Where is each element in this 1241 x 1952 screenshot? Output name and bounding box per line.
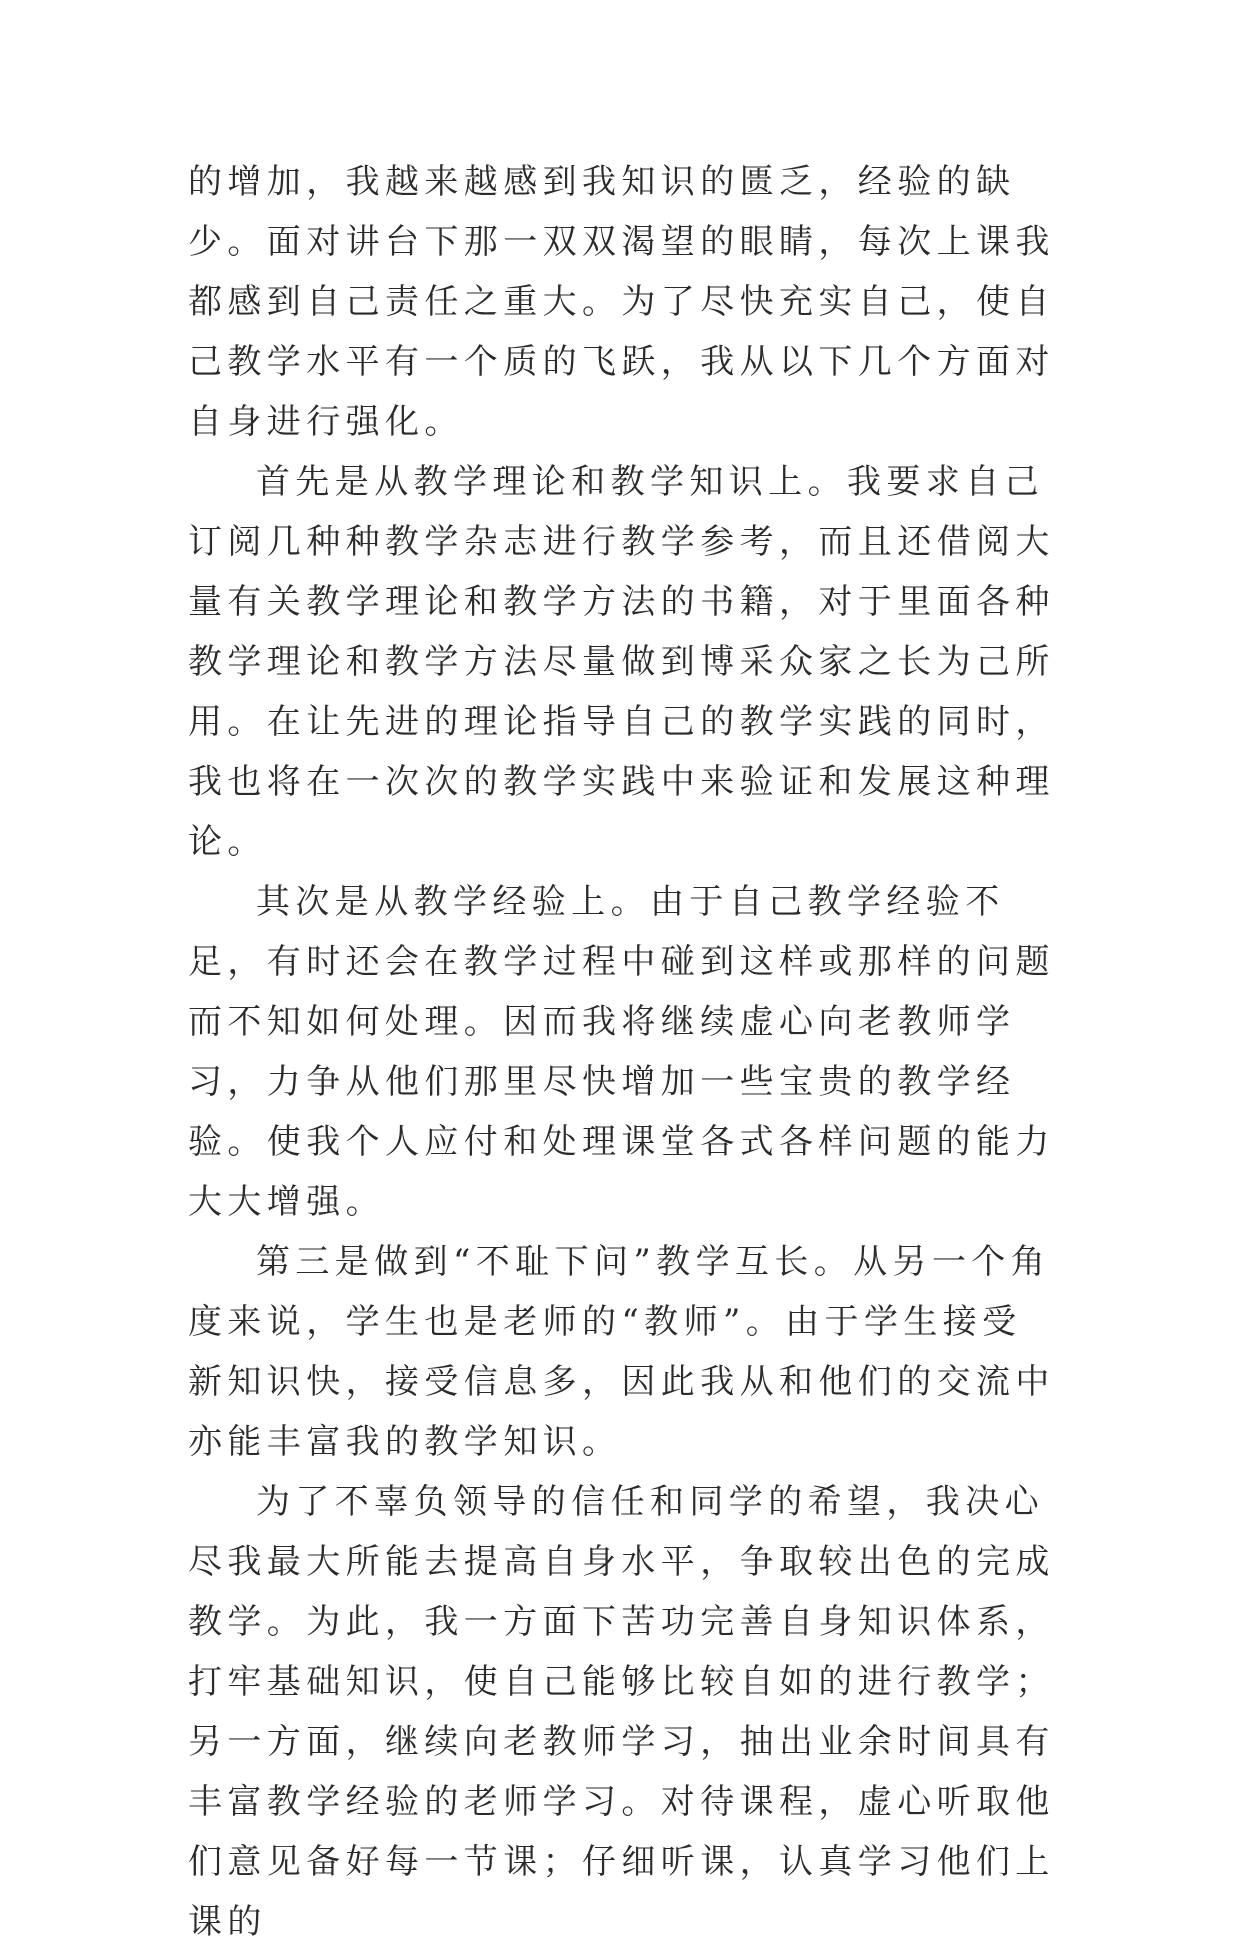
paragraph-5: 为了不辜负领导的信任和同学的希望，我决心尽我最大所能去提高自身水平，争取较出色的完成教学。为此，我一方面下苦功完善自身知识体系，打牢基础知识，使自己能够比较自如的进行教学；另一方面，继续向老教师学习，抽出业余时间具有丰富教学经验的老师学习。对待课程，虚心听取他们意见备好每一节课；仔细听课，认真学习他们上课的 [188,1482,1055,1942]
body-text [188,152,1060,1952]
paragraph-2: 首先是从教学理论和教学知识上。我要求自己订阅几种种教学杂志进行教学参考，而且还借阅大量有关教学理论和教学方法的书籍，对于里面各种教学理论和教学方法尽量做到博采众家之长为己所用。在让先进的理论指导自己的教学实践的同时，我也将在一次次的教学实践中来验证和发展这种理论。 [188,462,1055,862]
paragraph-1: 的增加，我越来越感到我知识的匮乏，经验的缺少。面对讲台下那一双双渴望的眼睛，每次上课我都感到自己责任之重大。为了尽快充实自己，使自己教学水平有一个质的飞跃，我从以下几个方面对自身进行强化。 [188,162,1055,442]
paragraph-4: 第三是做到“不耻下问”教学互长。从另一个角度来说，学生也是老师的“教师”。由于学生接受新知识快，接受信息多，因此我从和他们的交流中亦能丰富我的教学知识。 [188,1242,1055,1462]
paragraph-3: 其次是从教学经验上。由于自己教学经验不足，有时还会在教学过程中碰到这样或那样的问题而不知如何处理。因而我将继续虚心向老教师学习，力争从他们那里尽快增加一些宝贵的教学经验。使我个人应付和处理课堂各式各样问题的能力大大增强。 [188,882,1055,1222]
